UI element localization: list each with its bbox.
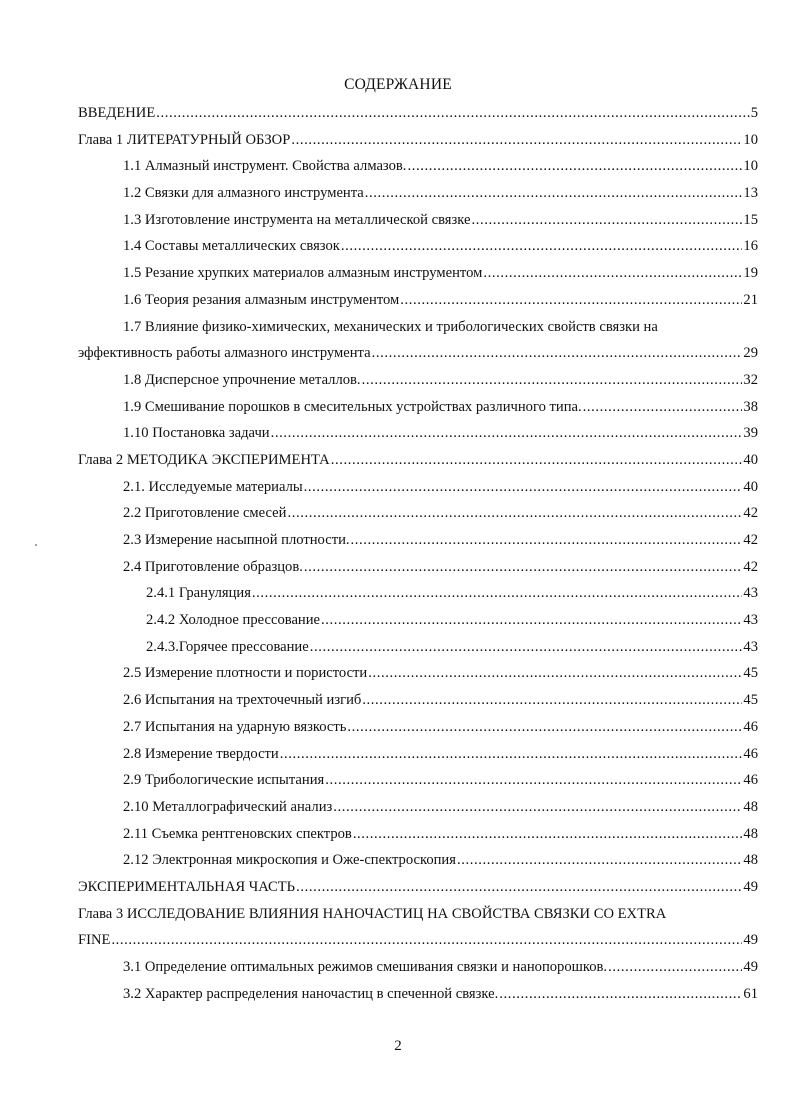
toc-entry[interactable]	[78, 287, 758, 314]
toc-entry[interactable]	[78, 367, 758, 394]
toc-entry[interactable]	[78, 634, 758, 661]
toc-entry-page: 49	[743, 959, 758, 975]
toc-leader	[347, 717, 742, 737]
toc-entry[interactable]	[78, 233, 758, 260]
toc-leader	[156, 103, 749, 123]
toc-entry-page: 46	[743, 745, 758, 762]
toc-entry-label: ВВЕДЕНИЕ	[78, 105, 156, 121]
toc-entry-label: ЭКСПЕРИМЕНТАЛЬНАЯ ЧАСТЬ	[78, 878, 296, 895]
toc-leader	[280, 744, 743, 764]
toc-leader	[271, 423, 743, 443]
toc-entry-label: 2.4.2 Холодное прессование	[146, 612, 321, 629]
toc-leader	[296, 877, 742, 897]
toc-leader	[304, 557, 743, 577]
toc-leader	[351, 530, 743, 550]
toc-entry-page: 48	[743, 825, 758, 842]
toc-entry-label: 2.4.1 Грануляция	[146, 585, 251, 602]
toc-entry-page: 38	[743, 398, 758, 415]
toc-entry[interactable]	[78, 927, 758, 954]
toc-leader	[291, 130, 742, 150]
toc-entry-label: Глава 2 МЕТОДИКА ЭКСПЕРИМЕНТА	[78, 451, 330, 468]
toc-entry[interactable]	[78, 847, 758, 874]
toc-entry-label: 2.11 Съемка рентгеновских спектров	[123, 825, 352, 842]
page-title: СОДЕРЖАНИЕ	[344, 76, 452, 93]
toc-entry-label: 1.4 Составы металлических связок	[123, 238, 340, 255]
toc-leader	[362, 690, 742, 710]
toc-entry[interactable]	[78, 554, 758, 581]
toc-entry[interactable]	[78, 741, 758, 768]
toc-entry-page: 48	[743, 798, 758, 815]
toc-entry[interactable]	[78, 474, 758, 501]
toc-leader	[583, 397, 743, 417]
toc-entry-label: 2.10 Металлографический анализ	[123, 798, 333, 815]
toc-entry-label: 2.4.3.Горячее прессование	[146, 638, 309, 655]
toc-entry[interactable]	[78, 153, 758, 180]
toc-leader	[331, 450, 743, 470]
toc-entry-page: 16	[743, 238, 758, 255]
scan-speck	[35, 544, 37, 546]
toc-leader	[457, 850, 742, 870]
toc-entry-label: 2.3 Измерение насыпной плотности.	[123, 532, 350, 548]
toc-leader	[400, 290, 742, 310]
toc-entry[interactable]	[78, 447, 758, 474]
toc-entry[interactable]	[78, 607, 758, 634]
toc-leader	[365, 183, 743, 203]
toc-entry[interactable]	[78, 821, 758, 848]
toc-entry[interactable]	[78, 527, 758, 554]
toc-leader	[407, 156, 742, 176]
toc-entry[interactable]	[78, 580, 758, 607]
toc-entry-page: 40	[743, 451, 758, 468]
toc-leader	[333, 797, 742, 817]
toc-entry[interactable]	[78, 954, 758, 981]
table-of-contents	[78, 100, 758, 1007]
toc-leader	[362, 370, 743, 390]
toc-entry-label: 2.7 Испытания на ударную вязкость	[123, 718, 347, 735]
toc-entry-page: 13	[743, 185, 758, 202]
toc-entry-label: 1.9 Смешивание порошков в смесительных устройствах различного типа.	[123, 398, 582, 415]
toc-entry-page: 61	[743, 985, 758, 1002]
toc-entry-label: 3.1 Определение оптимальных режимов смешивания связки и нанопорошков.	[123, 959, 608, 975]
toc-leader	[325, 770, 742, 790]
toc-entry-label: 1.1 Алмазный инструмент. Свойства алмазов.	[123, 158, 407, 175]
toc-leader	[608, 957, 742, 977]
toc-entry-label: FINE	[78, 932, 111, 949]
toc-entry-label: 2.2 Приготовление смесей	[123, 505, 287, 522]
toc-leader	[321, 610, 742, 630]
toc-entry[interactable]	[78, 340, 758, 367]
page-number: 2	[394, 1038, 402, 1054]
toc-entry-page: 42	[743, 558, 758, 575]
toc-entry-page: 43	[743, 638, 758, 655]
toc-leader	[471, 210, 742, 230]
toc-entry[interactable]	[78, 314, 758, 341]
toc-entry-label: 1.8 Дисперсное упрочнение металлов.	[123, 371, 361, 388]
toc-entry-label: Глава 1 ЛИТЕРАТУРНЫЙ ОБЗОР	[78, 131, 291, 148]
toc-entry[interactable]	[78, 660, 758, 687]
toc-entry-label: 1.3 Изготовление инструмента на металлической связке	[123, 211, 471, 228]
toc-entry-page: 21	[743, 291, 758, 308]
toc-entry[interactable]	[78, 207, 758, 234]
toc-entry-page: 19	[743, 265, 758, 282]
toc-entry-page: 49	[743, 932, 758, 949]
toc-leader	[353, 824, 743, 844]
toc-entry[interactable]	[78, 687, 758, 714]
toc-entry[interactable]	[78, 180, 758, 207]
toc-entry-label: 1.7 Влияние физико-химических, механических и трибологических свойств связки на	[123, 318, 658, 335]
toc-entry-page: 10	[743, 131, 758, 148]
toc-leader	[287, 503, 742, 523]
toc-entry-page: 29	[743, 345, 758, 362]
toc-leader	[368, 663, 742, 683]
toc-leader	[499, 984, 742, 1004]
toc-entry-page: 46	[743, 718, 758, 735]
toc-entry[interactable]	[78, 127, 758, 154]
toc-entry-page: 49	[743, 878, 758, 895]
toc-entry[interactable]	[78, 100, 758, 127]
toc-entry-label: 1.6 Теория резания алмазным инструментом	[123, 291, 400, 308]
toc-entry-label: 2.1. Исследуемые материалы	[123, 478, 303, 495]
toc-entry-page: 45	[743, 665, 758, 682]
toc-leader	[483, 263, 742, 283]
toc-leader	[372, 343, 743, 363]
toc-entry-page: 43	[743, 612, 758, 629]
toc-leader	[252, 583, 742, 603]
toc-leader	[304, 477, 743, 497]
toc-entry[interactable]	[78, 901, 758, 928]
toc-entry-label: 1.10 Постановка задачи	[123, 425, 270, 442]
toc-entry[interactable]	[78, 420, 758, 447]
toc-entry-page: 10	[743, 158, 758, 175]
toc-entry[interactable]	[78, 394, 758, 421]
toc-entry-label: Глава 3 ИССЛЕДОВАНИЕ ВЛИЯНИЯ НАНОЧАСТИЦ НА СВОЙСТВА СВЯЗКИ СО EXTRA	[78, 905, 667, 922]
toc-entry[interactable]	[78, 500, 758, 527]
toc-entry-page: 5	[750, 105, 758, 121]
toc-entry-page: 40	[743, 478, 758, 495]
toc-entry-label: 2.5 Измерение плотности и пористости	[123, 665, 368, 682]
toc-entry-page: 42	[743, 532, 758, 548]
toc-entry-page: 42	[743, 505, 758, 522]
toc-entry[interactable]	[78, 794, 758, 821]
toc-entry[interactable]	[78, 981, 758, 1008]
toc-leader	[111, 930, 742, 950]
toc-entry-label: 2.8 Измерение твердости	[123, 745, 279, 762]
toc-entry-label: 2.4 Приготовление образцов.	[123, 558, 303, 575]
toc-entry[interactable]	[78, 260, 758, 287]
toc-entry-page: 15	[743, 211, 758, 228]
toc-leader	[310, 637, 743, 657]
toc-entry-page: 48	[743, 852, 758, 869]
toc-entry[interactable]	[78, 714, 758, 741]
toc-entry-label: 2.12 Электронная микроскопия и Оже-спектроскопия	[123, 852, 456, 869]
toc-entry-label: 3.2 Характер распределения наночастиц в спеченной связке.	[123, 985, 499, 1002]
toc-entry-label: 2.6 Испытания на трехточечный изгиб	[123, 692, 362, 709]
toc-entry-page: 45	[743, 692, 758, 709]
toc-entry-label: эффективность работы алмазного инструмента	[78, 345, 371, 362]
toc-entry[interactable]	[78, 874, 758, 901]
toc-entry-label: 1.2 Связки для алмазного инструмента	[123, 185, 364, 202]
toc-leader	[341, 236, 743, 256]
toc-entry-label: 2.9 Трибологические испытания	[123, 772, 325, 789]
toc-entry-page: 32	[743, 371, 758, 388]
toc-entry-page: 43	[743, 585, 758, 602]
toc-entry-label: 1.5 Резание хрупких материалов алмазным инструментом	[123, 265, 483, 282]
toc-entry-page: 46	[743, 772, 758, 789]
toc-entry-page: 39	[743, 425, 758, 442]
toc-entry[interactable]	[78, 767, 758, 794]
